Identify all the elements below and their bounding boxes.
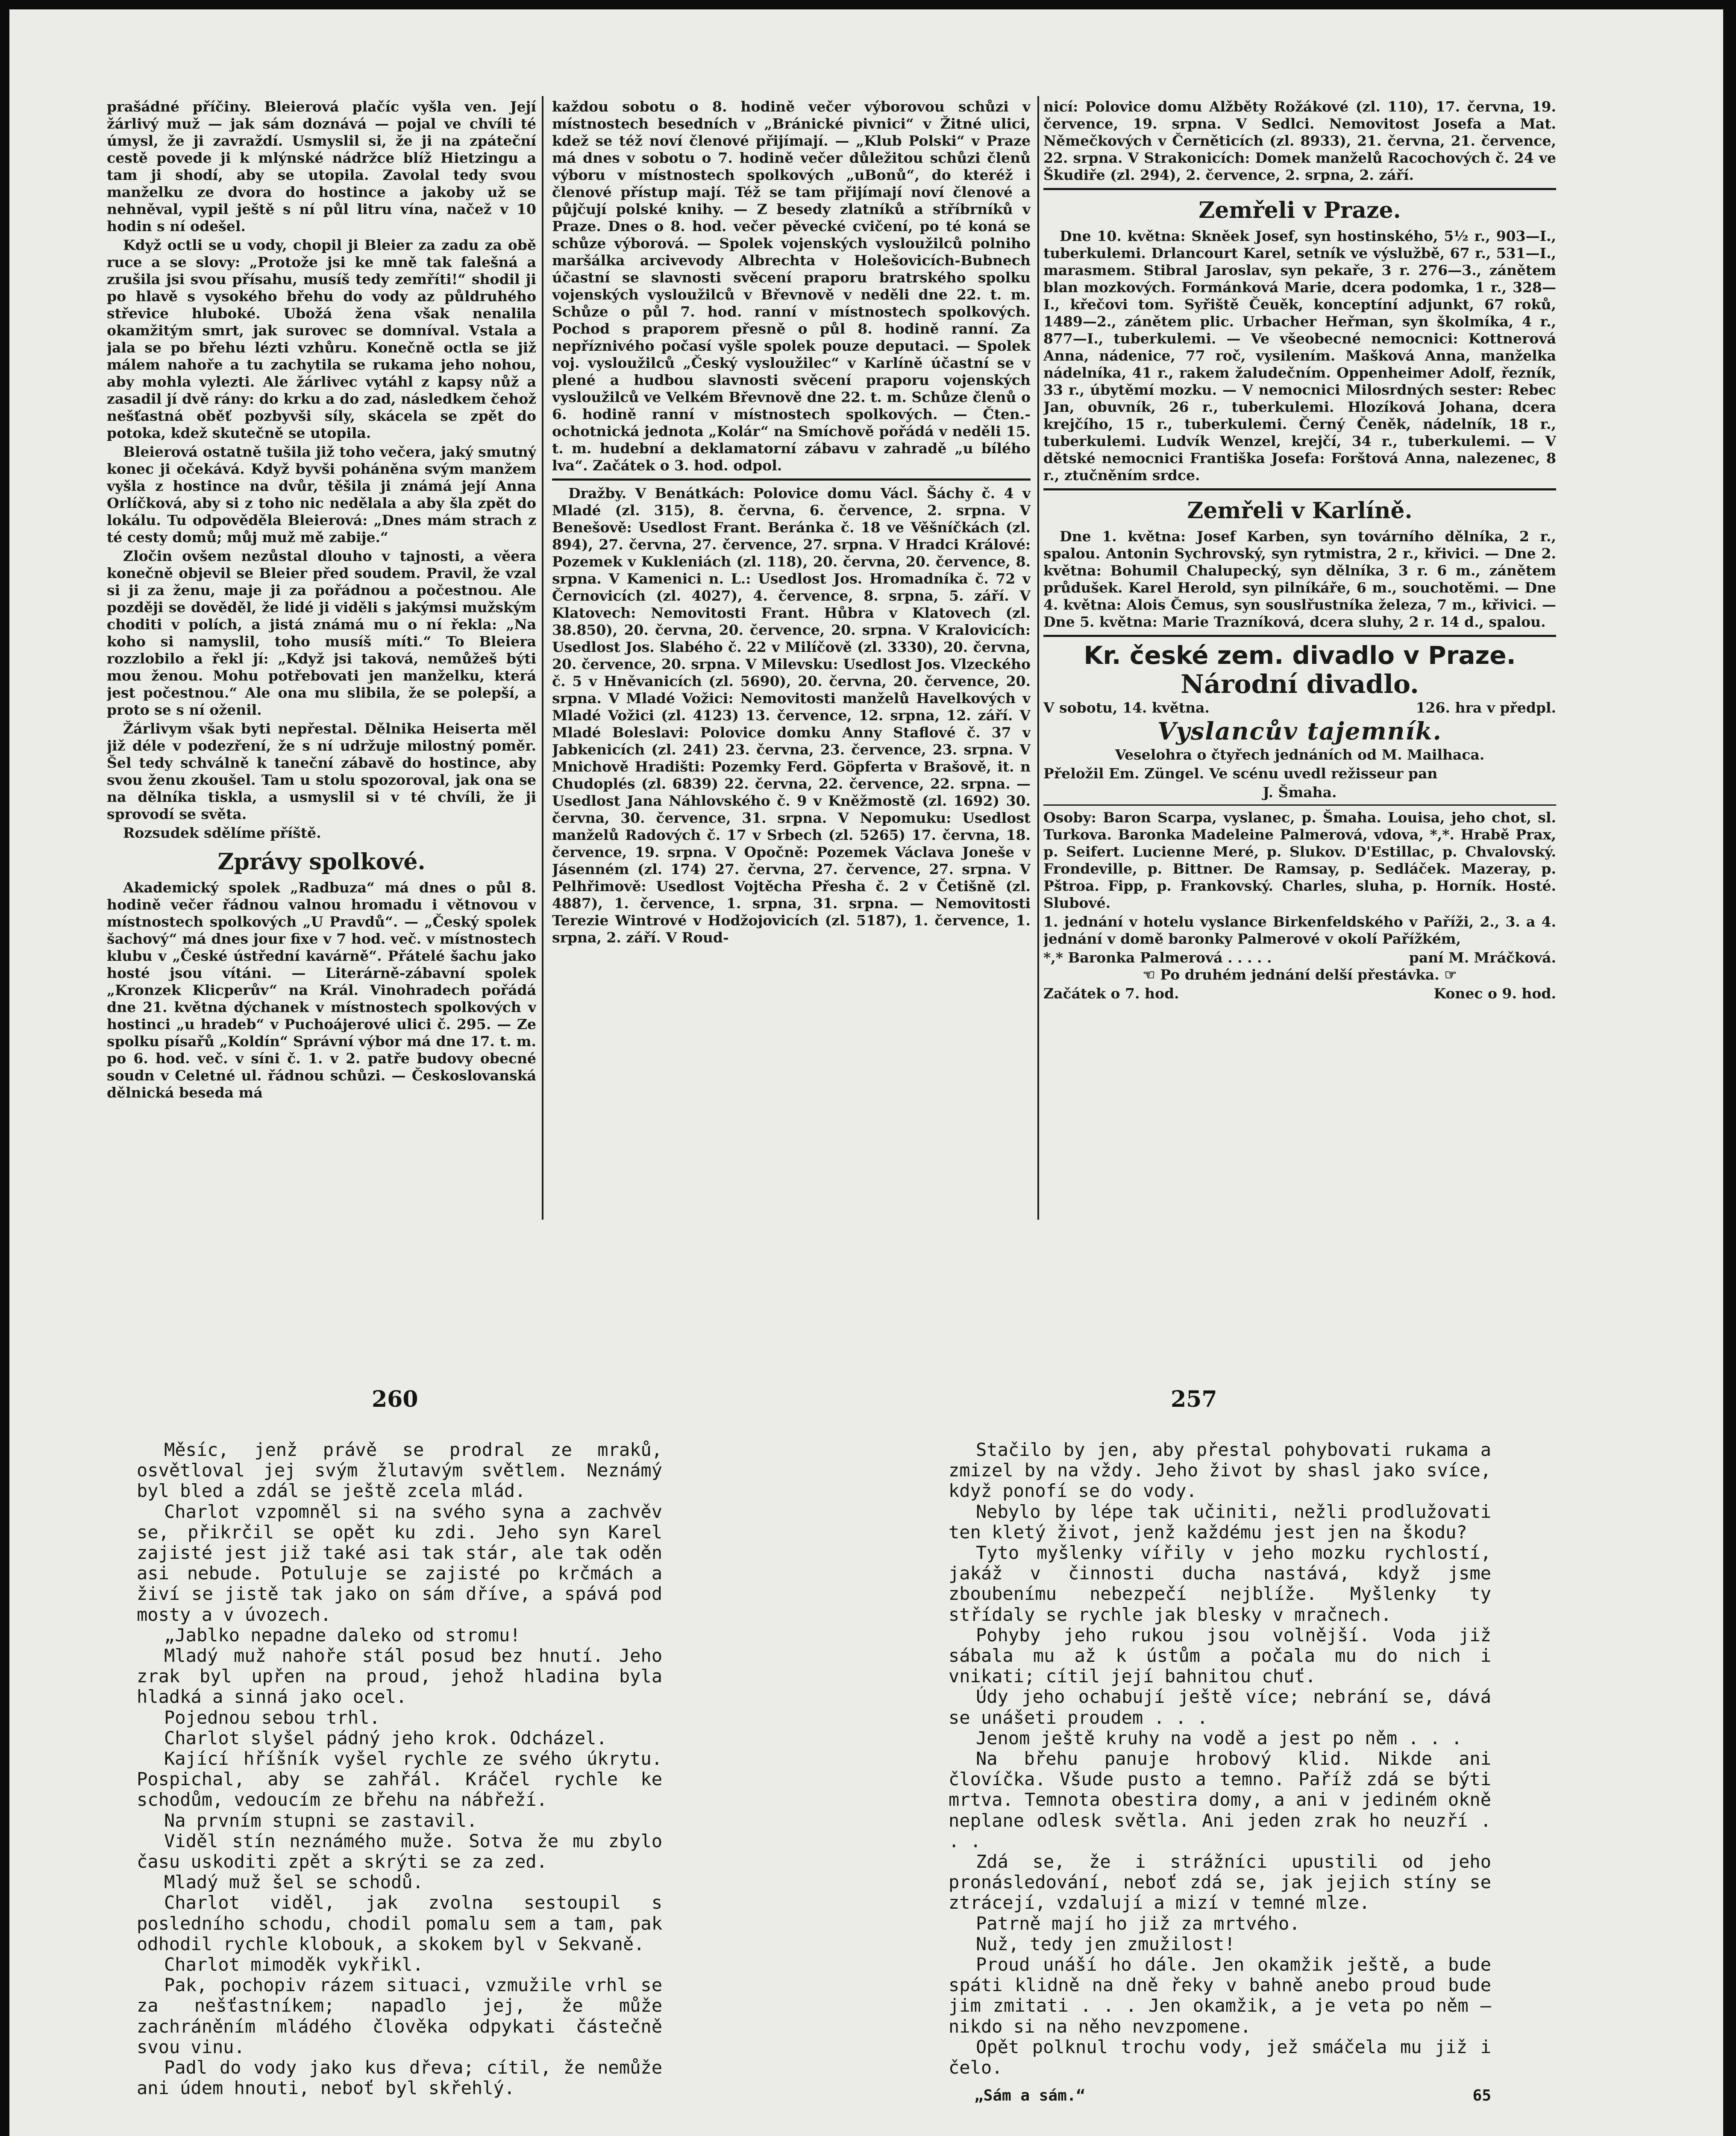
play-description: Veselohra o čtyřech jednáních od M. Mailhaca. <box>1115 746 1485 763</box>
pointing-hand-icon: ☜ <box>1143 966 1155 983</box>
scan-border-left <box>0 0 9 2136</box>
show-times-row <box>1043 985 1556 1002</box>
show-end: Konec o 9. hod. <box>1433 985 1556 1002</box>
novel-signature: „Sám a sám.“ <box>974 2087 1086 2105</box>
novel-text-right <box>949 1440 1491 2107</box>
club-news-paragraph: každou sobotu o 8. hodině večer výborovou schůzi v místnostech besedních v „Bránické pivnici“ v Žitné ulici, kdež se též noví členové přijímají. — „Klub Polski“ v Praze má dnes v sobotu o 7. hodině večer důležitou schůzi členů výboru v místnostech spolkových „uBonů“, do kteréž i členové přístup mají. Též se tam přijímají noví členové a půjčují polské knihy. — Z besedy zlatníků a stříbrníků v Praze. Dnes o 8. hod. večer pěvecké cvičení, po té koná se schůze výborová. — Spolek vojenských vysloužilců polniho maršálka arcivevody Albrechta v Holešovicích-Bubnech účastní se slavnosti svěcení praporu bratrského spolku vojenských vysloužilců v Břevnově v neděli dne 22. t. m. Schůze o půl 7. hod. ranní v místnostech spolkových. Pochod s praporem přesně o půl 8. hodině ranní. Za nepříznivého počasí vyšle spolek pouze deputaci. — Spolek voj. vysloužilců „Český vysloužilec“ v Karlíně účastní se v plené a hudbou slavnosti svěcení praporu vojenských vysloužilců ve Velkém Břevnově dne 22. t. m. Schůze členů o 6. hodině ranní v místnostech spolkových. — Čten.-ochotnická jednota „Kolár“ na Smíchově pořádá v neděli 15. t. m. hudební a deklamatorní zábavu v zahradě „u bílého lva“. Začátek o 3. hod. odpol. <box>552 98 1031 474</box>
cast-list: Osoby: Baron Scarpa, vyslanec, p. Šmaha. Louisa, jeho chot, sl. Turkova. Baronka Madeleine Palmerová, vdova, *,*. Hrabě Prax, p. Seifert. Lucienne Meré, p. Slukov. D'Estillac, p. Chvalovský. Frondeville, p. Bittner. De Ramsay, p. Sedláček. Mazeray, p. Pštroa. Fipp, p. Frankovský. Charles, sluha, p. Horník. Hosté. Slubové. <box>1043 809 1556 911</box>
novel-paragraph: Patrně mají ho již za mrtvého. <box>976 1913 1300 1934</box>
article-paragraph: Žárlivym však byti nepřestal. Dělnika Heiserta měl již déle v podezření, že s ní udržuje milostný poměr. Šel tedy schválně k taneční zábavě do hostince, aby svou ženu zkoušel. Tam u stolu spozoroval, jak ona se na dělníka tiskla, a usmyslil si v té chvíli, že ji sprovodí se světa. <box>107 720 536 822</box>
novel-paragraph: Viděl stín neznámého muže. Sotva že mu zbylo času uskoditi zpět a skrýti se za zed. <box>137 1830 662 1872</box>
play-credits: Přeložil Em. Züngel. Ve scénu uvedl režisseur pan <box>1043 765 1438 782</box>
section-title: Zprávy spolkové. <box>217 849 426 875</box>
novel-paragraph: Opět polknul trochu vody, jež smáčela mu již i čelo. <box>949 2036 1491 2078</box>
novel-paragraph: Charlot slyšel pádný jeho krok. Odcházel. <box>164 1727 607 1749</box>
page-number-right: 257 <box>1171 1386 1217 1412</box>
novel-paragraph: Měsíc, jenž právě se prodral ze mraků, osvětloval jej svým žlutavým světlem. Neznámý byl bled a zdál se ještě zcela mlád. <box>137 1439 662 1502</box>
novel-paragraph: Údy jeho ochabují ještě více; nebrání se, dává se unášeti proudem . . . <box>949 1686 1491 1728</box>
scan-border-top <box>0 0 1736 9</box>
deaths-karlin-list: Dne 1. května: Josef Karben, syn továrního dělníka, 2 r., spalou. Antonin Sychrovský, syn rytmistra, 2 r., křivici. — Dne 2. května: Bohumil Chalupecký, syn dělníka, 3 r. 6 m., zánětem průdušek. Karel Herold, syn pilníkáře, 6 m., souchotěmi. — Dne 4. května: Alois Čemus, syn souslřustníka železa, 7 m., křivici. — Dne 5. května: Marie Trazníková, dcera sluhy, 2 r. 14 d., spalou. <box>1043 528 1556 630</box>
show-start: Začátek o 7. hod. <box>1043 985 1179 1002</box>
newspaper-column-2 <box>552 98 1031 1222</box>
section-divider <box>552 478 1031 481</box>
newspaper-column-1 <box>107 98 536 1222</box>
show-date: V sobotu, 14. května. <box>1043 699 1210 716</box>
novel-paragraph: Proud unáší ho dále. Jen okamžik ještě, a bude spáti klidně na dně řeky v bahně anebo proud bude jim zmitati . . . Jen okamžik, a je veta po něm — nikdo si na něho nevzpomene. <box>949 1954 1491 2037</box>
article-paragraph: Rozsudek sdělíme příště. <box>123 824 321 841</box>
novel-paragraph: Nebylo by lépe tak učiniti, nežli prodlužovati ten kletý život, jenž každému jest jen na škodu? <box>949 1501 1491 1543</box>
newspaper-column-3 <box>1043 98 1556 1222</box>
auctions-continued: nicí: Polovice domu Alžběty Rožákové (zl. 110), 17. června, 19. července, 19. srpna. V Sedlci. Nemovitost Josefa a Mat. Němečkových v Černěticích (zl. 8933), 21. června, 21. července, 22. srpna. V Strakonicích: Domek manželů Racochových č. 24 ve Škudiře (zl. 294), 2. července, 2. srpna, 2. září. <box>1043 98 1556 183</box>
novel-paragraph: Zdá se, že i strážníci upustili od jeho pronásledování, neboť zdá se, jak jejich stíny se ztrácejí, vzdalují a mizí v temné mlze. <box>949 1851 1491 1913</box>
novel-paragraph: Kající hříšník vyšel rychle ze svého úkrytu. Pospichal, aby se zahřál. Kráčel rychle ke schodům, vedoucím ze břehu na nábřeží. <box>137 1748 662 1810</box>
novel-text-left <box>137 1440 662 2099</box>
deaths-prague-title: Zemřeli v Praze. <box>1198 197 1401 223</box>
guest-role: *,* Baronka Palmerová . . . . . <box>1043 949 1272 966</box>
section-divider <box>1043 488 1556 490</box>
novel-paragraph: Charlot vzpomněl si na svého syna a zachvěv se, přikrčil se opět ku zdi. Jeho syn Karel zajisté jest již také asi tak stár, ale tak oděn asi nebude. Potuluje se zajisté po krčmách a živí se jistě tak jako on sám dříve, a spává pod mosty a v úvozech. <box>137 1501 662 1625</box>
novel-paragraph: Mladý muž šel se schodů. <box>164 1872 423 1893</box>
intermission-note <box>1043 966 1556 983</box>
deaths-karlin-title: Zemřeli v Karlíně. <box>1187 498 1413 524</box>
novel-paragraph: Na břehu panuje hrobový klid. Nikde ani človíčka. Všude pusto a temno. Paříž zdá se býti mrtva. Temnota obestira domy, a ani v jediném okně neplane odlesk světla. Ani jeden zrak ho neuzří . . . <box>949 1748 1491 1851</box>
guest-row <box>1043 949 1556 966</box>
page-number-left: 260 <box>372 1386 418 1412</box>
cast-divider <box>1043 804 1556 806</box>
novel-paragraph: Charlot mimoděk vykřikl. <box>164 1954 423 1975</box>
play-setting: 1. jednání v hotelu vyslance Birkenfeldského v Paříži, 2., 3. a 4. jednání v domě baronky Palmerové v okolí Pařížkém, <box>1043 913 1556 947</box>
pointing-hand-icon: ☞ <box>1444 966 1457 983</box>
novel-paragraph: Padl do vody jako kus dřeva; cítil, že nemůže ani údem hnouti, neboť byl skřehlý. <box>137 2057 662 2099</box>
play-director: J. Šmaha. <box>1263 784 1337 801</box>
show-info-row <box>1043 699 1556 716</box>
novel-paragraph: Na prvním stupni se zastavil. <box>164 1810 478 1831</box>
novel-paragraph: Mladý muž nahoře stál posud bez hnutí. Jeho zrak byl upřen na proud, jehož hladina byla hladká a sinná jako ocel. <box>137 1645 662 1708</box>
deaths-prague-list: Dne 10. května: Skněek Josef, syn hostinského, 5½ r., 903—I., tuberkulemi. Drlancourt Karel, setník ve výslužbě, 67 r., 531—I., marasmem. Stibral Jaroslav, syn pekaře, 3 r. 276—3., zánětem blan mozkových. Formánková Marie, dcera podomka, 1 r., 328—I., křečovi tom. Syřiště Čeuěk, konceptíní adjunkt, 67 roků, 1489—2., zánětem plic. Urbacher Heřman, syn školmíka, 4 r., 877—I., tuberkulemi. — Ve všeobecné nemocnici: Kottnerová Anna, nádenice, 77 roč, vysilením. Mašková Anna, manželka nádelníka, 41 r., rakem žaludečním. Oppenheimer Adolf, řezník, 33 r., úbytěmí mozku. — V nemocnici Milosrdných sester: Rebec Jan, obuvník, 26 r., tuberkulemi. Hlozíková Johana, dcera krejčího, 15 r., tuberkulemi. Černý Čeněk, nádelník, 18 r., tuberkulemi. Ludvík Wenzel, krejčí, 34 r., tuberkulemi. — V dětské nemocnici Františka Josefa: Forštová Anna, nalezenec, 8 r., ztučněním srdce. <box>1043 228 1556 484</box>
article-paragraph: Bleierová ostatně tušila již toho večera, jaký smutný konec ji očekává. Když byvši poháněna svým manžem vyšla z hostince na dvůr, těšila ji známá její Anna Orlíčková, aby si z toho nic nedělala a aby šla zpět do lokálu. Tu odpověděla Bleierová: „Dnes mám strach z té cesty domů; můj muž mě zabije.“ <box>107 443 536 546</box>
article-paragraph: prašádné příčiny. Bleierová plačíc vyšla ven. Její žárlivý muž — jak sám doznává — pojal ve chvíli té úmysl, že ji zavraždí. Usmyslil si, že ji na zpáteční cestě povede ji k mlýnské nádržce blíž Hietzingu a tam ji shodí, aby se utopila. Zavolal tedy svou manželku ze dvora do hostince a jakoby už se nehněval, vypil ještě s ní půl litru vína, načež v 10 hodin s ní odešel. <box>107 98 536 235</box>
play-title: Vyslancův tajemník. <box>1157 717 1442 745</box>
intermission-text: Po druhém jednání delší přestávka. <box>1160 966 1439 983</box>
section-divider <box>1043 188 1556 190</box>
novel-paragraph: Pohyby jeho rukou jsou volnější. Voda již sábala mu až k ústům a počala mu do nich i vnikati; cítil její bahnitou chuť. <box>949 1624 1491 1687</box>
scan-border-right <box>1723 0 1736 2136</box>
section-divider <box>1043 635 1556 637</box>
guest-actress: paní M. Mráčková. <box>1409 949 1556 966</box>
novel-paragraph: Tyto myšlenky vířily v jeho mozku rychlostí, jakáž v činnosti ducha nastává, když jsme zboubenímu nebezpečí nejblíže. Myšlenky ty střídaly se rychle jak blesky v mračnech. <box>949 1542 1491 1625</box>
show-number: 126. hra v předpl. <box>1416 699 1556 716</box>
club-news-paragraph: Akademický spolek „Radbuza“ má dnes o půl 8. hodině večer řádnou valnou hromadu i větnovou v místnostech spolkových „U Pravdů“. — „Český spolek šachový“ má dnes jour fixe v 7 hod. več. v místnostech klubu v „České ústřední kavárně“. Přátelé šachu jako hosté jsou vítáni. — Literárně-zábavní spolek „Kronzek Klicperův“ na Král. Vinohradech pořádá dne 21. května dýchanek v místnostech spolkových v hostinci „u hradeb“ v Puchoájerové ulici č. 295. — Ze spolku písařů „Koldín“ Správní výbor má dne 17. t. m. po 6. hod. več. v síni č. 1. v 2. patře budovy obecné soudn v Celetné ul. řádnou schůzi. — Českoslovanská dělnická beseda má <box>107 879 536 1101</box>
novel-paragraph: Nuž, tedy jen zmužilost! <box>976 1933 1235 1954</box>
column-divider <box>1037 96 1039 1220</box>
article-paragraph: Zločin ovšem nezůstal dlouho v tajnosti, a věera konečně objevil se Bleier před soudem. Pravil, že vzal si ji za ženu, maje ji za pořádnou a počestnou. Ale později se dověděl, že lidé ji viděli s jakýmsi mužským choditi v polích, a jistá známá mu o ní řekla: „Na koho si namyslil, toho musíš míti.“ To Bleiera rozzlobilo a řekl jí: „Když jsi taková, nemůžeš býti mou ženou. Mohu potřebovati jen manželku, která jest počestnou.“ Ale ona mu slibila, že se polepší, a proto se s ní oženil. <box>107 548 536 718</box>
novel-paragraph: Stačilo by jen, aby přestal pohybovati rukama a zmizel by na vždy. Jeho život by shasl jako svíce, když ponofí se do vody. <box>949 1439 1491 1502</box>
novel-paragraph: Charlot viděl, jak zvolna sestoupil s posledního schodu, chodil pomalu sem a tam, pak odhodil rychle klobouk, a skokem byl v Sekvaně. <box>137 1892 662 1954</box>
article-paragraph: Když octli se u vody, chopil ji Bleier za zadu za obě ruce a se slovy: „Protože jsi ke mně tak falešná a zrušila jsi svou přísahu, musíš tedy zemříti!“ shodil ji po hlavě s vysokého břehu do vody az půldruhého střevice hluboké. Ubožá žena však nenalila okamžitým smrt, jak surovec se domníval. Vstala a jala se po břehu lézti vzhůru. Konečně octla se již málem nahoře a tu zachytila se rukama jeho nohou, aby mohla vylezti. Ale žárlivec vytáhl z kapsy nůž a zasadil jí dvě rány: do krku a do zad, následkem čehož nešťastná oběť pozbyvši síly, skácela se zpět do potoka, kdež skutečně se utopila. <box>107 237 536 441</box>
column-divider <box>542 96 543 1220</box>
theatre-name: Národní divadlo. <box>1181 669 1419 699</box>
theatre-header: Kr. české zem. divadlo v Praze. <box>1084 641 1516 670</box>
novel-paragraph: Jenom ještě kruhy na vodě a jest po něm . . . <box>976 1727 1462 1749</box>
novel-paragraph: Pojednou sebou trhl. <box>164 1707 380 1728</box>
sheet-mark: 65 <box>1472 2087 1491 2105</box>
novel-footer <box>949 2086 1491 2106</box>
novel-paragraph: „Jablko nepadne daleko od stromu! <box>164 1624 521 1646</box>
novel-paragraph: Pak, pochopiv rázem situaci, vzmužile vrhl se za nešťastníkem; napadlo jej, že může zachráněním mládého člověka odpykati částečně svou vinu. <box>137 1975 662 2057</box>
auctions-paragraph: Dražby. V Benátkách: Polovice domu Václ. Šáchy č. 4 v Mladé (zl. 315), 8. června, 6. července, 2. srpna. V Benešově: Usedlost Frant. Beránka č. 18 ve Věšníčkách (zl. 894), 27. června, 27. července, 27. srpna. V Hradci Králové: Pozemek v Kukleniách (zl. 118), 20. června, 20. července, 8. srpna. V Kamenici n. L.: Usedlost Jos. Hromadníka č. 72 v Černovicích (zl. 4027), 4. července, 8. srpna, 5. září. V Klatovech: Nemovitosti Frant. Hůbra v Klatovech (zl. 38.850), 20. června, 20. července, 20. srpna. V Kralovicích: Usedlost Jos. Slabého č. 22 v Milíčově (zl. 3330), 20. června, 20. července, 20. srpna. V Milevsku: Usedlost Jos. Vlzeckého č. 5 v Hněvanicích (zl. 5690), 20. června, 20. července, 20. srpna. V Mladé Vožici: Nemovitosti manželů Havelkových v Mladé Vožici (zl. 4123) 13. července, 12. srpna, 12. září. V Mladé Boleslavi: Polovice domku Anny Staflové č. 37 v Jabkenicích (zl. 241) 23. června, 23. července, 23. srpna. V Mnichově Hradišti: Pozemky Ferd. Göpferta v Brašově, it. n Chudoplés (zl. 6839) 22. června, 22. července, 22. srpna. — Usedlost Jana Náhlovského č. 9 v Kněžmostě (zl. 1692) 30. června, 30. července, 31. srpna. V Nepomuku: Usedlost manželů Radových č. 17 v Srbech (zl. 5265) 17. června, 18. července, 19. srpna. V Opočně: Pozemek Václava Joneše v Jásenném (zl. 174) 27. června, 27. července, 27. srpna. V Pelhřimově: Usedlost Vojtěcha Přesha č. 2 v Četišně (zl. 4887), 1. července, 1. srpna, 31. srpna. — Nemovitosti Terezie Wintrové v Hodžojovicích (zl. 5187), 1. července, 1. srpna, 2. září. V Roud- <box>552 485 1031 946</box>
